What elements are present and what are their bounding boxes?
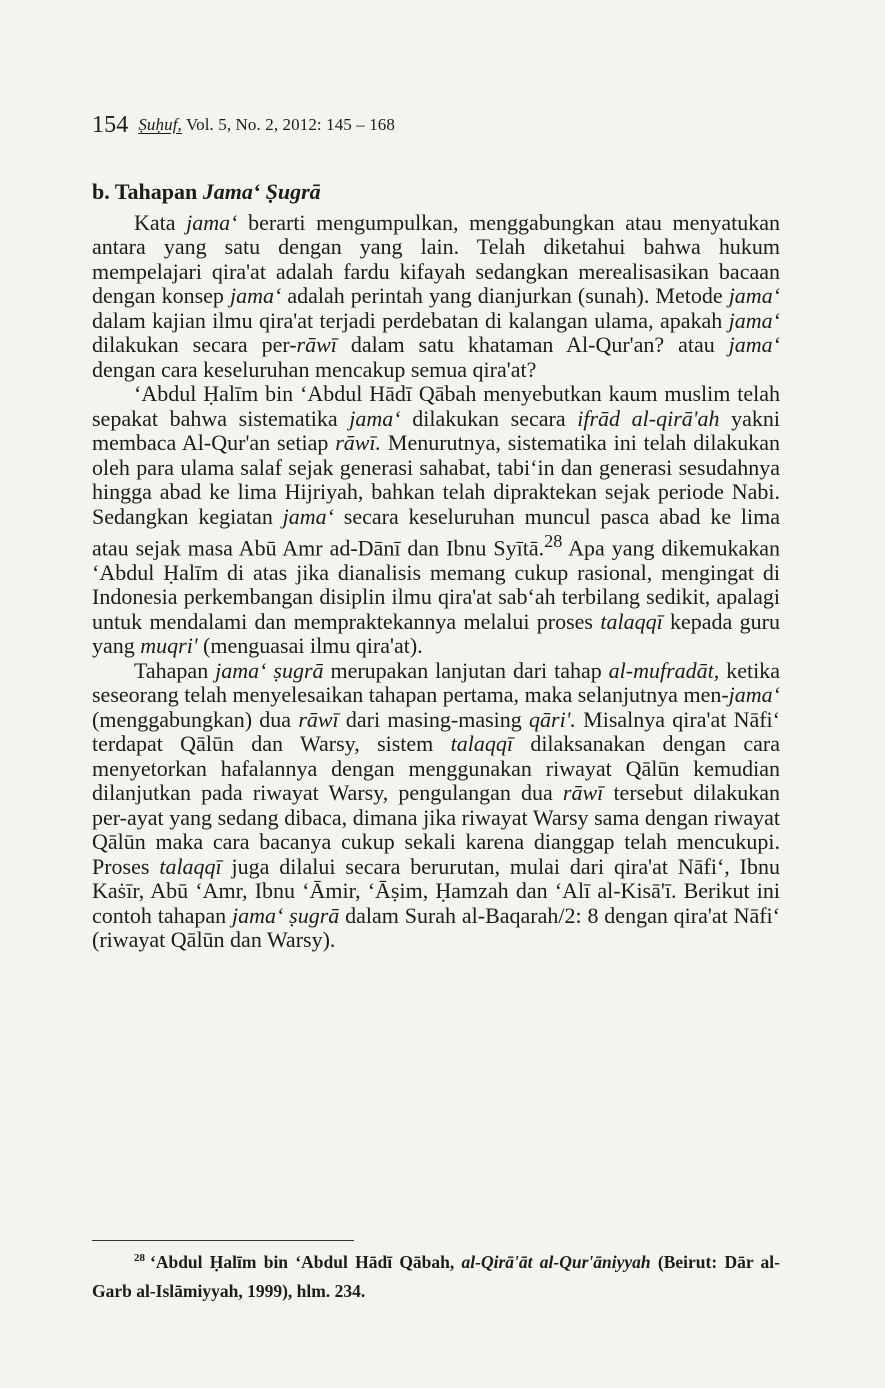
section-heading-prefix: b. Tahapan [92, 179, 203, 204]
footnote [92, 1244, 780, 1306]
footnote-rule [92, 1240, 354, 1241]
text-run: tersebut dilakukan per-ayat yang sedang dibaca, dimana jika riwayat Warsy sama dengan riwayat Qālūn maka cara bacanya cukup sekali karena dianggap telah mencukupi. Proses [92, 780, 780, 879]
italic-term: jama‘ [728, 283, 781, 308]
text-run: dalam satu khataman Al-Qur'an? atau [336, 332, 729, 357]
text-run: Kata [134, 209, 187, 235]
text-run: dilaksanakan dengan cara menyetorkan hafalannya dengan menggunakan riwayat Qālūn kemudian dilanjutkan pada riwayat Warsy, pengulangan dua [92, 731, 780, 806]
text-run: Tahapan [134, 657, 216, 683]
italic-term: rāwī [562, 780, 604, 806]
italic-term: jama‘ ṣugrā [231, 902, 340, 928]
italic-term: talaqqī [159, 853, 222, 879]
text-run: dalam kajian ilmu qira'at terjadi perdebatan di kalangan ulama, apakah [92, 307, 729, 333]
text-run: (menguasai ilmu qira'at). [197, 633, 423, 659]
italic-term: talaqqī [600, 608, 663, 634]
italic-term: rāwī. [335, 430, 382, 455]
text-run: Apa yang dikemukakan ‘Abdul Ḥalīm di atas jika dianalisis memang cukup rasional, mengingat di Indonesia perkembangan disiplin ilmu qira'at sab‘ah terbilang sedikit, apalagi untuk mendalami dan mempraktekannya melalui proses [92, 535, 780, 634]
italic-term: jama‘ [349, 405, 401, 431]
text-run: adalah perintah yang dianjurkan (sunah). Metode [281, 283, 729, 308]
text-run: dilakukan secara per- [92, 332, 297, 357]
italic-term: jama‘ [229, 283, 282, 308]
paragraph [92, 659, 780, 953]
text-run: yakni membaca Al-Qur'an setiap [92, 405, 780, 455]
text-run: dari masing-masing [338, 706, 530, 732]
italic-term: rāwī [296, 332, 337, 357]
text-run: Misalnya qira'at Nāfi‘ terdapat Qālūn dan Warsy, sistem [92, 706, 780, 757]
italic-term: jama‘ [728, 332, 780, 357]
section-heading-term: Jama‘ Ṣugrā [202, 179, 321, 204]
footnote-marker: 28 [544, 531, 563, 551]
text-run: ‘Abdul Ḥalīm bin ‘Abdul Hādī Qābah menyebutkan kaum muslim telah sepakat bahwa sistematika [92, 381, 780, 431]
text-run: (Beirut: Dār al-Garb al-Islāmiyyah, 1999), hlm. 234. [92, 1251, 780, 1301]
text-run: Menurutnya, sistematika ini telah dilakukan oleh para ulama salaf sejak generasi sahabat, tabi‘in dan generasi sesudahnya hingga abad ke lima Hijriyah, bahkan telah dipraktekan sejak periode Nabi. Sedangkan kegiatan [92, 430, 780, 529]
text-run: kepada guru yang [92, 608, 780, 659]
text-run: berarti mengumpulkan, menggabungkan atau menyatukan antara yang satu dengan yang lain. Telah diketahui bahwa hukum mempelajari qira'at adalah fardu kifayah sedangkan merealisasikan bacaan dengan konsep [92, 209, 781, 308]
running-header [92, 112, 395, 139]
paragraph [92, 211, 780, 383]
paragraph [92, 382, 780, 659]
italic-term: al-mufradāt, [608, 657, 720, 683]
text-run: ketika seseorang telah menyelesaikan tahapan pertama, maka selanjutnya men- [92, 657, 780, 708]
italic-term: ifrād al-qirā'ah [577, 405, 720, 431]
italic-term: muqri' [140, 633, 198, 659]
page-number: 154 [92, 112, 129, 138]
section-heading [92, 180, 780, 205]
text-run: dilakukan secara [400, 405, 578, 431]
journal-name: Ṣuḥuf, [138, 115, 182, 134]
text-run: juga dilalui secara berurutan, mulai dari qira'at Nāfi‘, Ibnu Kaṡīr, Abū ‘Amr, Ibnu ‘Āmir, ‘Āṣim, Ḥamzah dan ‘Alī al-Kisā'ī. Berikut ini contoh tahapan [92, 853, 780, 928]
text-run: dengan cara keseluruhan mencakup semua qira'at? [92, 356, 537, 382]
italic-term: qāri'. [529, 706, 576, 732]
italic-term: jama‘ [728, 307, 780, 333]
italic-term: jama‘ [728, 682, 780, 708]
italic-term: jama‘ [186, 209, 238, 235]
text-run: merupakan lanjutan dari tahap [323, 657, 609, 683]
italic-term: rāwī [298, 706, 339, 732]
text-run: dalam Surah al-Baqarah/2: 8 dengan qira'at Nāfi‘ (riwayat Qālūn dan Warsy). [92, 902, 780, 953]
text-run: secara keseluruhan muncul pasca abad ke lima atau sejak masa Abū Amr ad-Dānī dan Ibnu Syītā. [92, 503, 780, 561]
italic-term: al-Qirā'āt al-Qur'āniyyah [461, 1251, 651, 1272]
italic-term: jama‘ ṣugrā [215, 657, 324, 683]
italic-term: jama‘ [282, 503, 334, 529]
body-text [92, 180, 780, 953]
footnote-marker: 28 [134, 1252, 145, 1264]
journal-citation: Vol. 5, No. 2, 2012: 145 – 168 [185, 115, 395, 134]
text-run: ‘Abdul Ḥalīm bin ‘Abdul Hādī Qābah, [150, 1251, 462, 1272]
italic-term: talaqqī [450, 731, 513, 757]
text-run: (menggabungkan) dua [92, 706, 299, 732]
